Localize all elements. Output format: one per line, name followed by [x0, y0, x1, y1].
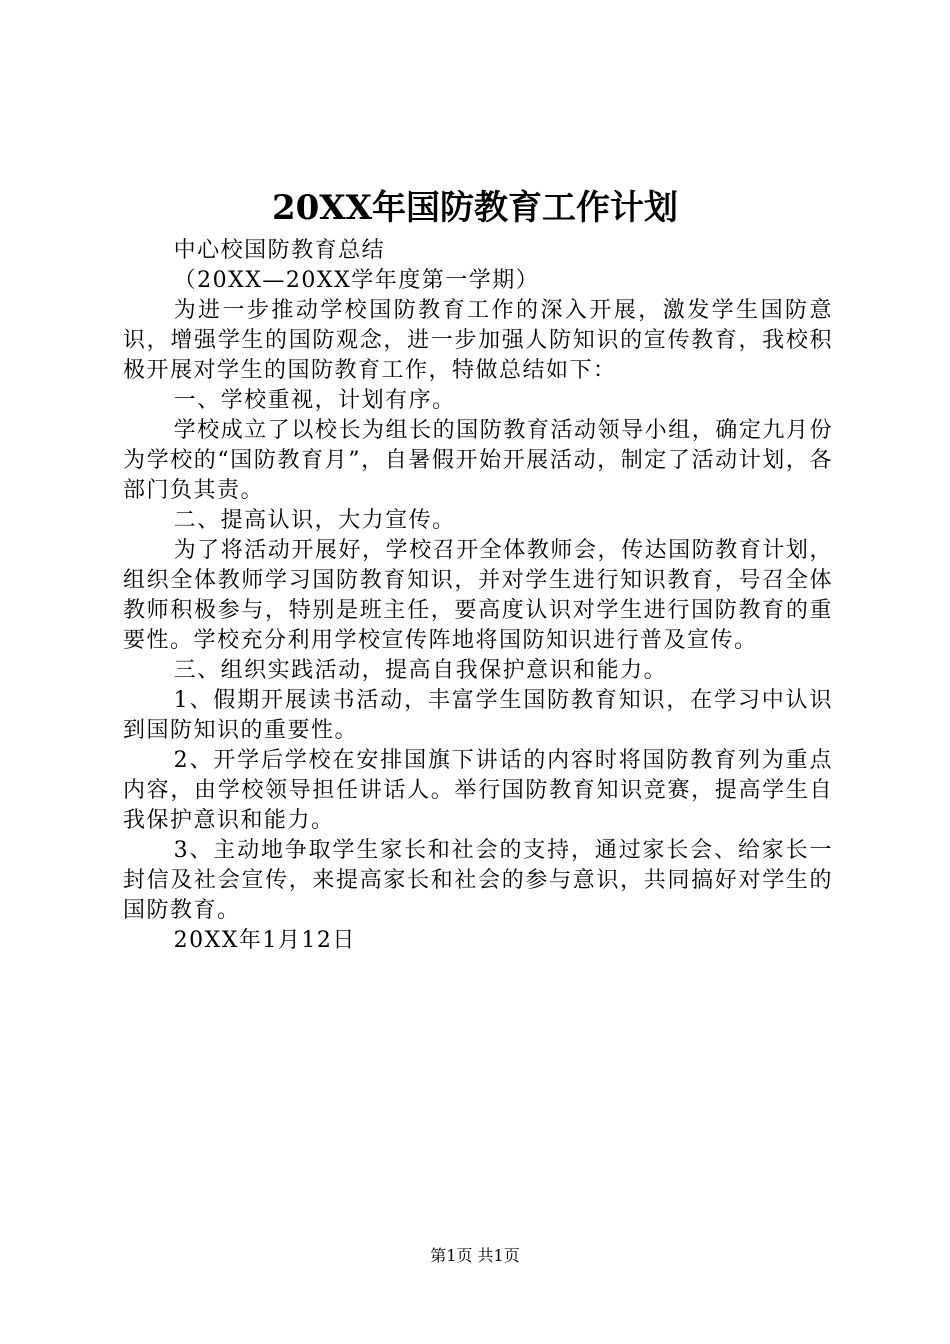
section-paragraph-2: 为了将活动开展好，学校召开全体教师会，传达国防教育计划，组织全体教师学习国防教育知识，并对学生进行知识教育，号召全体教师积极参与，特别是班主任，要高度认识对学生进行国防教育的重要性。学校充分利用学校宣传阵地将国防知识进行普及宣传。	[123, 538, 833, 653]
document-body	[123, 236, 833, 956]
section-paragraph-1: 学校成立了以校长为组长的国防教育活动领导小组，确定九月份为学校的“国防教育月”，自暑假开始开展活动，制定了活动计划，各部门负其责。	[123, 418, 833, 503]
section-heading-2: 二、提高认识，大力宣传。	[173, 508, 456, 533]
term-label: （20XX—20XX学年度第一学期）	[173, 268, 540, 293]
intro-paragraph: 为进一步推动学校国防教育工作的深入开展，激发学生国防意识，增强学生的国防观念，进一步加强人防知识的宣传教育，我校积极开展对学生的国防教育工作，特做总结如下：	[123, 298, 833, 383]
subtitle: 中心校国防教育总结	[173, 238, 386, 263]
list-item-3: 3、主动地争取学生家长和社会的支持，通过家长会、给家长一封信及社会宣传，来提高家长和社会的参与意识，共同搞好对学生的国防教育。	[123, 838, 833, 923]
list-item-1: 1、假期开展读书活动，丰富学生国防教育知识，在学习中认识到国防知识的重要性。	[123, 688, 833, 743]
document-date: 20XX年1月12日	[173, 928, 356, 953]
page-number-footer: 第1页 共1页	[430, 1246, 520, 1265]
section-heading-3: 三、组织实践活动，提高自我保护意识和能力。	[173, 658, 668, 683]
section-heading-1: 一、学校重视，计划有序。	[173, 388, 456, 413]
list-item-2: 2、开学后学校在安排国旗下讲话的内容时将国防教育列为重点内容，由学校领导担任讲话人。举行国防教育知识竞赛，提高学生自我保护意识和能力。	[123, 748, 833, 833]
document-title: 20XX年国防教育工作计划	[271, 188, 679, 228]
